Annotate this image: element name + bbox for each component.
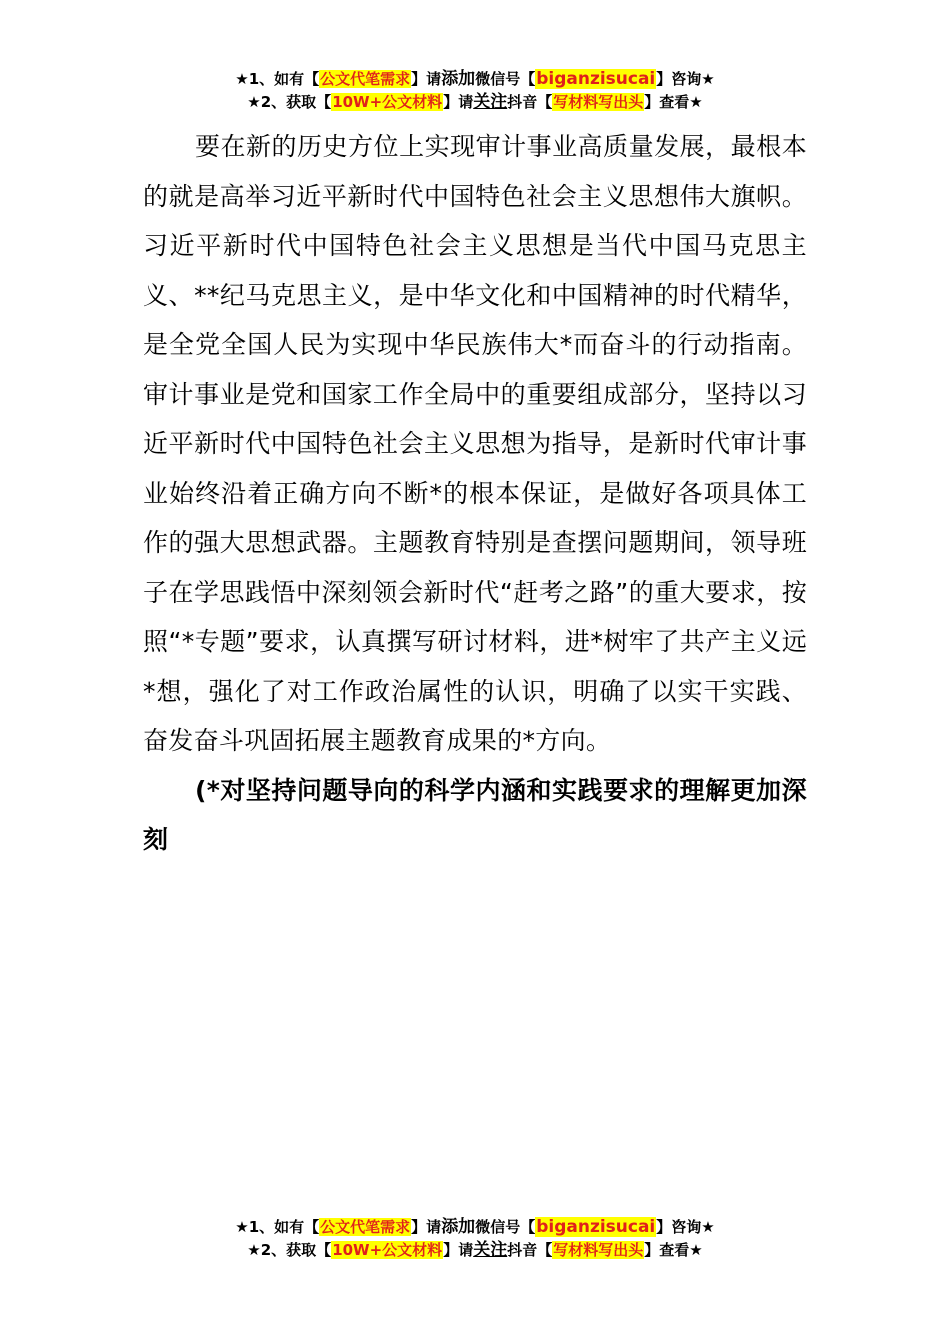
header-line-1: ★1、如有【公文代笔需求】请添加微信号【biganzisucai】咨询★ bbox=[235, 69, 715, 89]
footer-line-2: ★2、获取【10W+公文材料】请关注抖音【写材料写出头】查看★ bbox=[247, 1240, 703, 1260]
body-paragraph: 要在新的历史方位上实现审计事业高质量发展，最根本的就是高举习近平新时代中国特色社会主义思想伟大旗帜。习近平新时代中国特色社会主义思想是当代中国马克思主义、**纪马克思主义，是中华文化和中国精神的时代精华，是全党全国人民为实现中华民族伟大*而奋斗的行动指南。审计事业是党和国家工作全局中的重要组成部分，坚持以习近平新时代中国特色社会主义思想为指导，是新时代审计事业始终沿着正确方向不断*的根本保证，是做好各项具体工作的强大思想武器。主题教育特别是查摆问题期间，领导班子在学思践悟中深刻领会新时代“赶考之路”的重大要求，按照“*专题”要求，认真撰写研讨材料，进*树牢了共产主义远*想，强化了对工作政治属性的认识，明确了以实干实践、奋发奋斗巩固拓展主题教育成果的*方向。 bbox=[143, 132, 807, 755]
footer-line-1: ★1、如有【公文代笔需求】请添加微信号【biganzisucai】咨询★ bbox=[235, 1217, 715, 1237]
star-icon: ★ bbox=[247, 1241, 261, 1259]
douyin-highlight: 写材料写出头 bbox=[553, 1241, 644, 1259]
header-banner bbox=[0, 68, 950, 114]
star-icon: ★ bbox=[689, 93, 703, 111]
materials-highlight: 10W+公文材料 bbox=[332, 93, 443, 111]
footer-banner bbox=[0, 1216, 950, 1262]
materials-highlight: 10W+公文材料 bbox=[332, 1241, 443, 1259]
document-body bbox=[143, 122, 807, 865]
star-icon: ★ bbox=[235, 70, 249, 88]
star-icon: ★ bbox=[235, 1218, 249, 1236]
star-icon: ★ bbox=[701, 70, 715, 88]
header-line-2: ★2、获取【10W+公文材料】请关注抖音【写材料写出头】查看★ bbox=[247, 92, 703, 112]
section-heading: (*对坚持问题导向的科学内涵和实践要求的理解更加深刻 bbox=[143, 775, 807, 854]
wechat-id-highlight: biganzisucai bbox=[536, 69, 656, 89]
douyin-highlight: 写材料写出头 bbox=[553, 93, 644, 111]
service-highlight: 公文代笔需求 bbox=[320, 1218, 411, 1236]
star-icon: ★ bbox=[701, 1218, 715, 1236]
star-icon: ★ bbox=[689, 1241, 703, 1259]
service-highlight: 公文代笔需求 bbox=[320, 70, 411, 88]
star-icon: ★ bbox=[247, 93, 261, 111]
wechat-id-highlight: biganzisucai bbox=[536, 1217, 656, 1237]
